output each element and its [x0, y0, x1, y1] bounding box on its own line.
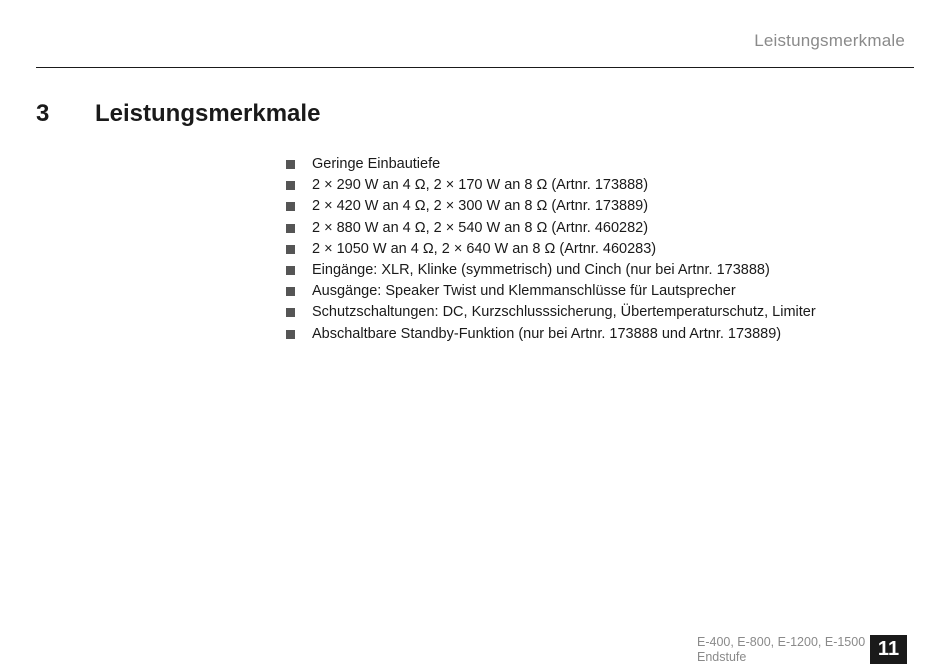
square-bullet-icon [286, 287, 295, 296]
list-item-text: Abschaltbare Standby-Funktion (nur bei Artnr. 173888 und Artnr. 173889) [312, 325, 782, 342]
square-bullet-icon [286, 202, 295, 211]
section-number: 3 [36, 100, 50, 127]
list-item-text: 2 × 290 W an 4 Ω, 2 × 170 W an 8 Ω (Artnr. 173888) [312, 177, 649, 194]
square-bullet-icon [286, 160, 295, 169]
header-rule [36, 67, 914, 68]
features-list [286, 154, 816, 345]
page-number: 11 [870, 635, 907, 664]
square-bullet-icon [286, 266, 295, 275]
list-item-text: 2 × 420 W an 4 Ω, 2 × 300 W an 8 Ω (Artnr. 173889) [312, 198, 649, 215]
footer-product: Endstufe [697, 649, 747, 664]
footer-models: E-400, E-800, E-1200, E-1500 [697, 635, 866, 649]
list-item-text: Schutzschaltungen: DC, Kurzschlusssicherung, Übertemperaturschutz, Limiter [312, 304, 816, 321]
list-item [286, 196, 816, 217]
list-item [286, 218, 816, 239]
list-item [286, 281, 816, 302]
section-title: Leistungsmerkmale [95, 100, 321, 127]
section-heading [36, 100, 320, 128]
list-item [286, 154, 816, 175]
footer-product-info [697, 635, 865, 664]
running-header: Leistungsmerkmale [754, 31, 905, 50]
list-item-text: Geringe Einbautiefe [312, 156, 441, 172]
list-item-text: 2 × 880 W an 4 Ω, 2 × 540 W an 8 Ω (Artnr. 460282) [312, 219, 649, 236]
square-bullet-icon [286, 224, 295, 233]
square-bullet-icon [286, 245, 295, 254]
list-item [286, 175, 816, 196]
square-bullet-icon [286, 181, 295, 190]
list-item-text: 2 × 1050 W an 4 Ω, 2 × 640 W an 8 Ω (Artnr. 460283) [312, 240, 657, 257]
list-item-text: Ausgänge: Speaker Twist und Klemmanschlüsse für Lautsprecher [312, 283, 736, 300]
list-item [286, 239, 816, 260]
list-item-text: Eingänge: XLR, Klinke (symmetrisch) und Cinch (nur bei Artnr. 173888) [312, 261, 770, 278]
square-bullet-icon [286, 330, 295, 339]
list-item [286, 302, 816, 323]
list-item [286, 324, 816, 345]
list-item [286, 260, 816, 281]
square-bullet-icon [286, 308, 295, 317]
